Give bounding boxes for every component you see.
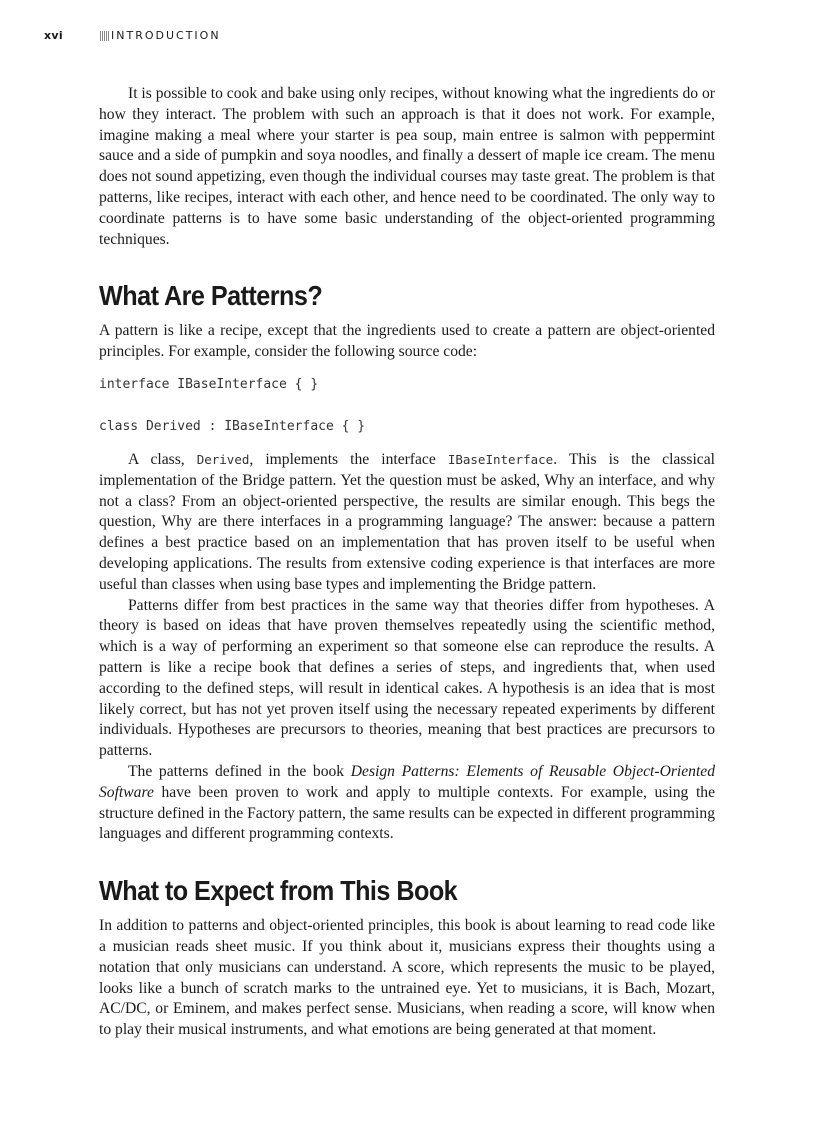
page-header [44, 29, 744, 43]
text-run: , implements the interface [249, 450, 448, 468]
inline-code-derived: Derived [196, 451, 250, 467]
text-run: have been proven to work and apply to multiple contexts. For example, using the structure defined in the Factory pattern, the same results can be expected in different programming languages and different programming contexts. [99, 783, 715, 843]
page-number: xvi [44, 29, 63, 42]
paragraph-bridge [99, 450, 715, 596]
page-body [99, 84, 715, 1041]
inline-code-ibaseinterface: IBaseInterface [447, 451, 554, 467]
paragraph-sheet-music: In addition to patterns and object-oriented principles, this book is about learning to read code like a musician reads sheet music. If you think about it, musicians express their thoughts using a notation that only musicians can understand. A score, which represents the music to be played, looks like a bunch of scratch marks to the untrained eye. Yet to musicians, it is Bach, Mozart, AC/DC, or Eminem, and makes perfect sense. Musicians, when reading a score, will know when to play their musical instruments, and what emotions are being generated at that moment. [99, 917, 715, 1039]
text-run: The patterns defined in the book [128, 762, 351, 780]
header-rule-icon [100, 31, 109, 41]
paragraph-design-patterns [99, 762, 715, 845]
text-run: A class, [128, 450, 197, 468]
running-head: INTRODUCTION [111, 29, 221, 42]
text-run: . This is the classical implementation of the Bridge pattern. Yet the question must be asked, Why an interface, and why not a class? From an object-oriented perspective, the results are similar enough. This begs the question, Why are there interfaces in a programming language? The answer: because a pattern defines a best practice based on an implementation that has proven itself to be useful when developing applications. The results from extensive coding experience is that interfaces are more useful than classes when using base types and implementing the Bridge pattern. [99, 450, 715, 593]
book-title: Design Patterns: Elements of Reusable Object-Oriented Software [99, 762, 716, 801]
paragraph-theories: Patterns differ from best practices in the same way that theories differ from hypotheses. A theory is based on ideas that have proven themselves repeatedly using the scientific method, which is a way of performing an experiment so that someone else can reproduce the results. A pattern is like a recipe book that defines a series of steps, and ingredients that, when used according to the defined steps, will result in identical cakes. A hypothesis is an idea that is most likely correct, but has not yet proven itself using the necessary repeated experiments by different individuals. Hypotheses are precursors to theories, meaning that best practices are precursors to patterns. [99, 596, 715, 760]
code-line-class: class Derived : IBaseInterface { } [99, 418, 366, 434]
section-heading-expect: What to Expect from This Book [99, 875, 458, 907]
paragraph-pattern-recipe: A pattern is like a recipe, except that the ingredients used to create a pattern are object-oriented principles. For example, consider the following source code: [99, 322, 715, 361]
code-line-interface: interface IBaseInterface { } [99, 376, 319, 392]
section-heading-patterns: What Are Patterns? [99, 280, 323, 312]
intro-paragraph: It is possible to cook and bake using only recipes, without knowing what the ingredients do or how they interact. The problem with such an approach is that it does not work. For example, imagine making a meal where your starter is pea soup, main entree is salmon with peppermint sauce and a side of pumpkin and soya noodles, and finally a dessert of maple ice cream. The menu does not sound appetizing, even though the individual courses may taste great. The problem is that patterns, like recipes, interact with each other, and hence need to be coordinated. The only way to coordinate patterns is to have some basic understanding of the object-oriented programming techniques. [99, 85, 715, 248]
